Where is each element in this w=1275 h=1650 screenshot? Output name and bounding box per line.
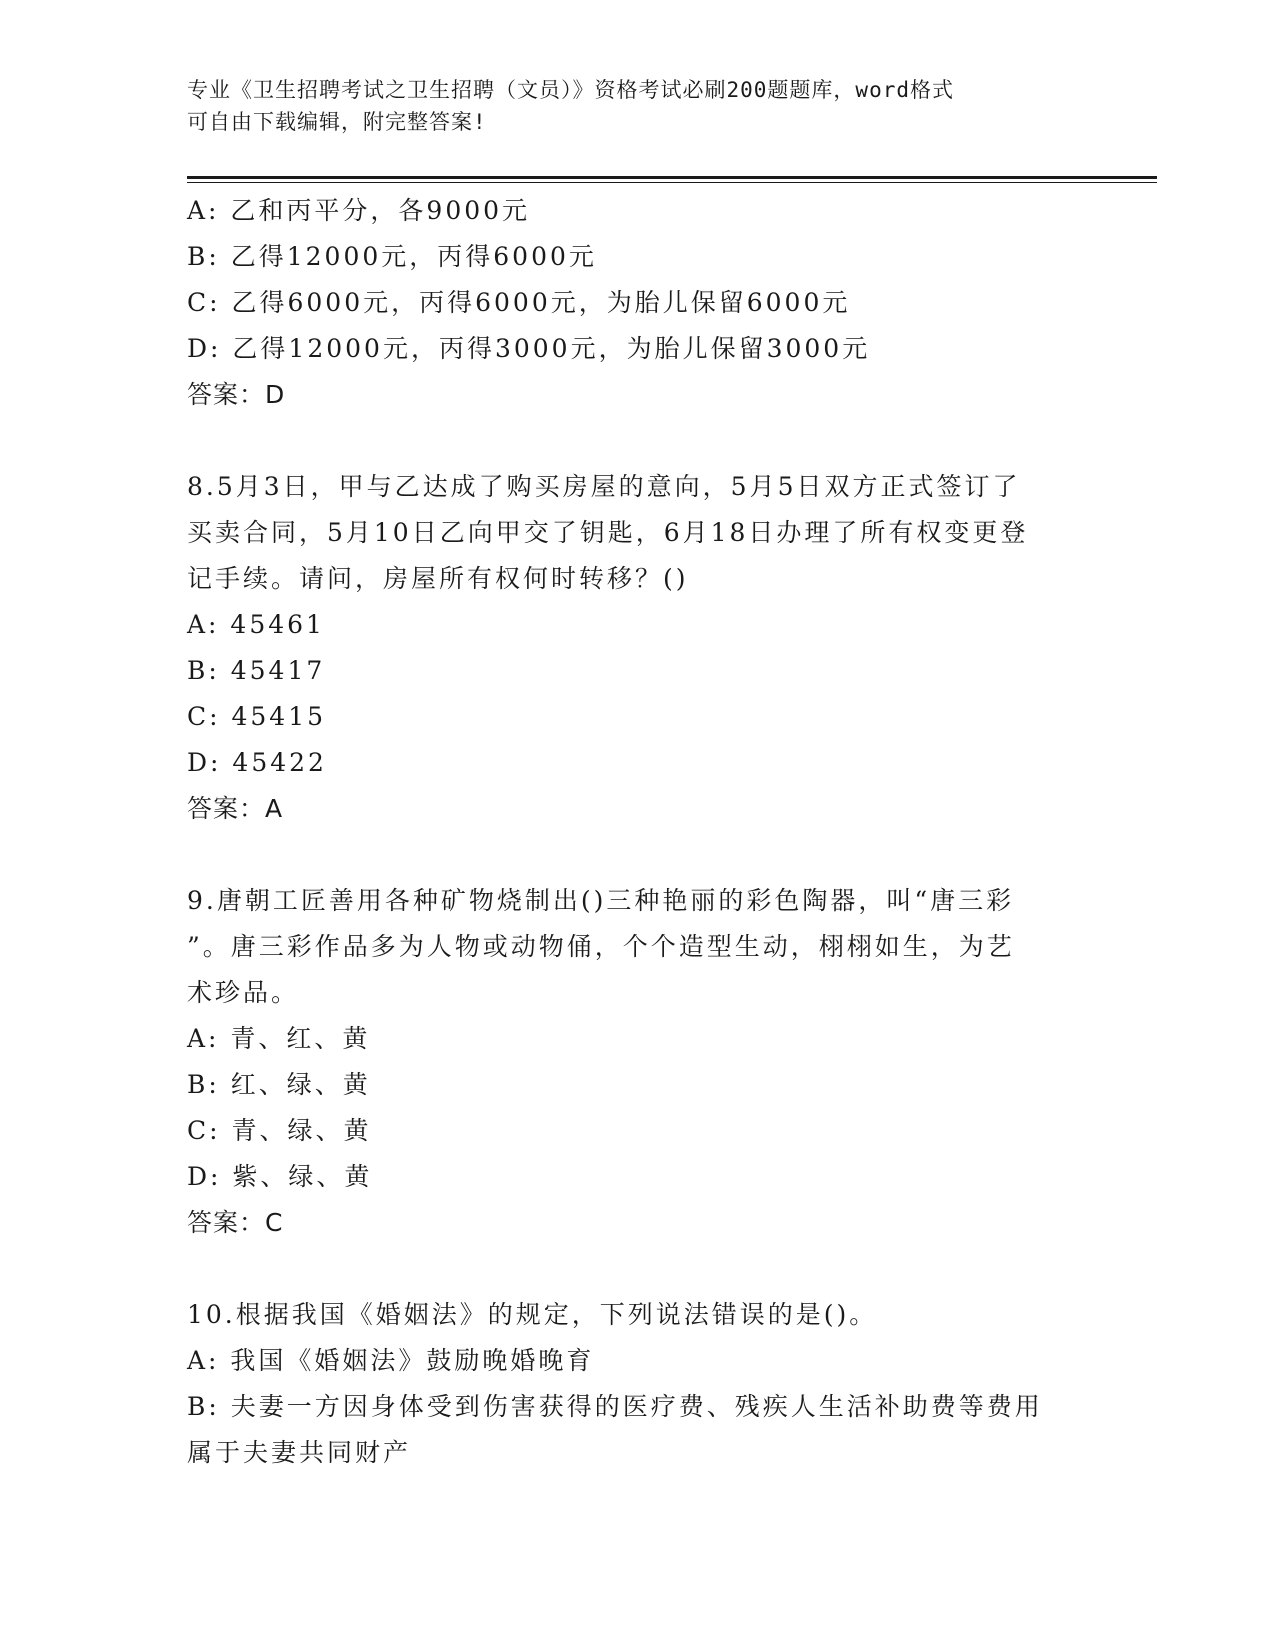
q8-stem-line-2: 买卖合同，5月10日乙向甲交了钥匙，6月18日办理了所有权变更登	[187, 518, 1029, 547]
q9-option-b: B: 红、绿、黄	[187, 1070, 371, 1099]
q10-option-b-line-1: B: 夫妻一方因身体受到伤害获得的医疗费、残疾人生活补助费等费用	[187, 1392, 1043, 1421]
header-line-1: 专业《卫生招聘考试之卫生招聘（文员）》资格考试必刷200题题库，word格式	[187, 78, 954, 102]
q7-option-a: A: 乙和丙平分，各9000元	[187, 196, 531, 225]
q9-option-c: C: 青、绿、黄	[187, 1116, 372, 1145]
header-rule-thin	[187, 182, 1157, 183]
q10-option-b-line-2: 属于夫妻共同财产	[187, 1438, 412, 1467]
q9-option-a: A: 青、红、黄	[187, 1024, 371, 1053]
q9-answer: 答案：C	[187, 1208, 284, 1237]
q8-option-d: D: 45422	[187, 748, 327, 777]
header-line-2: 可自由下载编辑，附完整答案!	[187, 110, 487, 134]
q9-stem-line-1: 9.唐朝工匠善用各种矿物烧制出()三种艳丽的彩色陶器，叫“唐三彩	[187, 886, 1015, 915]
q8-answer: 答案：A	[187, 794, 284, 823]
q8-option-a: A: 45461	[187, 610, 325, 639]
q7-option-c: C: 乙得6000元，丙得6000元，为胎儿保留6000元	[187, 288, 851, 317]
question-7-options	[187, 188, 1087, 418]
q9-stem-line-2: ”。唐三彩作品多为人物或动物俑，个个造型生动，栩栩如生，为艺	[187, 932, 1015, 961]
document-header	[187, 74, 1087, 138]
spacer	[187, 1246, 1087, 1292]
document-body	[187, 188, 1087, 1476]
q7-option-d: D: 乙得12000元，丙得3000元，为胎儿保留3000元	[187, 334, 871, 363]
q7-answer: 答案：D	[187, 380, 286, 409]
q7-option-b: B: 乙得12000元，丙得6000元	[187, 242, 597, 271]
q10-option-a: A: 我国《婚姻法》鼓励晚婚晚育	[187, 1346, 595, 1375]
spacer	[187, 832, 1087, 878]
header-rule-thick	[187, 176, 1157, 179]
q9-option-d: D: 紫、绿、黄	[187, 1162, 373, 1191]
question-8	[187, 464, 1087, 832]
q10-stem-line-1: 10.根据我国《婚姻法》的规定，下列说法错误的是()。	[187, 1300, 878, 1329]
q8-stem-line-3: 记手续。请问，房屋所有权何时转移？()	[187, 564, 689, 593]
q9-stem-line-3: 术珍品。	[187, 978, 300, 1007]
q8-stem-line-1: 8.5月3日，甲与乙达成了购买房屋的意向，5月5日双方正式签订了	[187, 472, 1021, 501]
spacer	[187, 418, 1087, 464]
question-9	[187, 878, 1087, 1246]
q8-option-c: C: 45415	[187, 702, 327, 731]
q8-option-b: B: 45417	[187, 656, 326, 685]
question-10	[187, 1292, 1087, 1476]
